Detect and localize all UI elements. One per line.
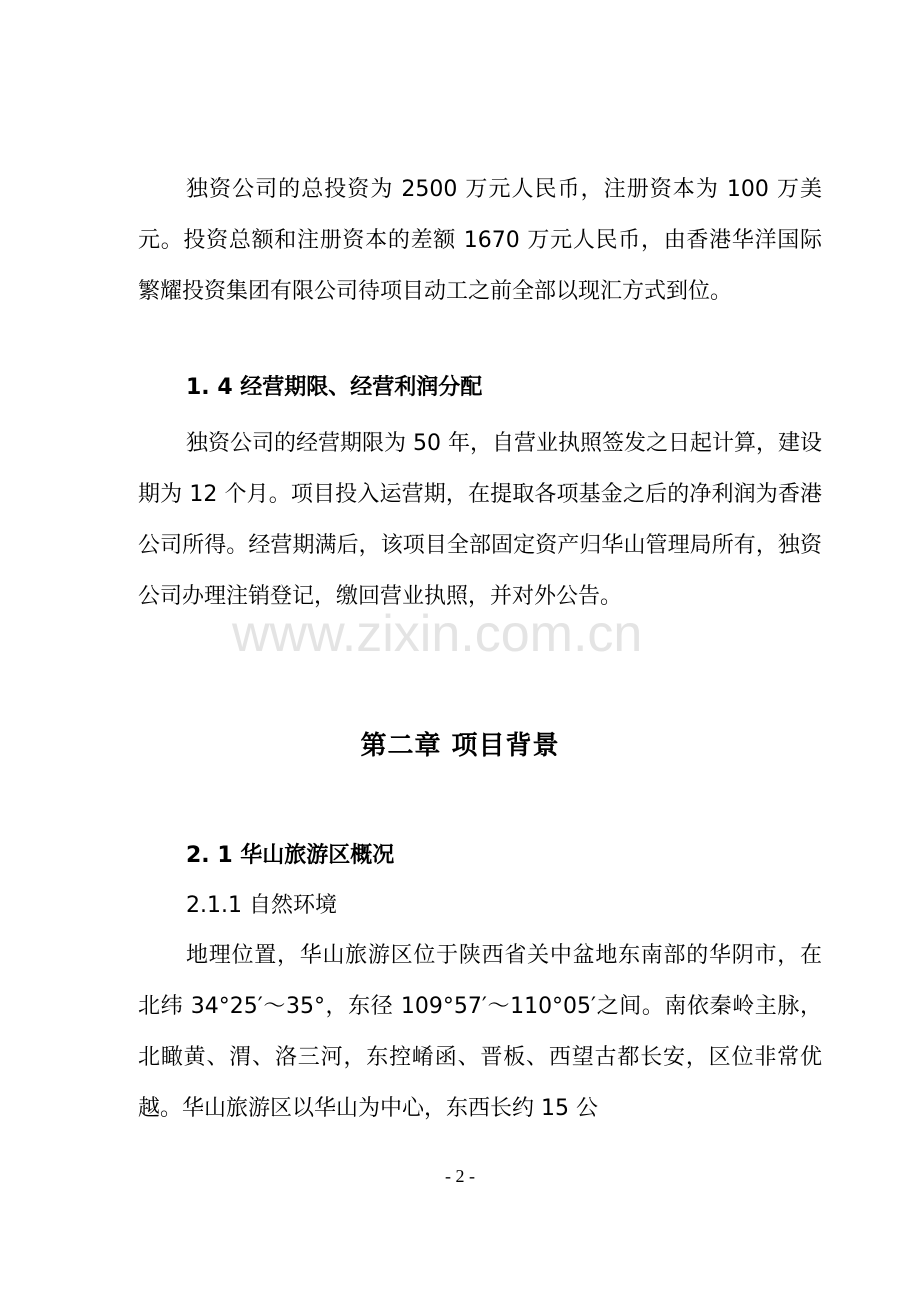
paragraph-operating-period: 独资公司的经营期限为 50 年，自营业执照签发之日起计算，建设期为 12 个月。项目投入运营期，在提取各项基金之后的净利润为香港公司所得。经营期满后，该项目全部固定资产归华山管理局所有，独资公司办理注销登记，缴回营业执照，并对外公告。 [138, 431, 822, 609]
paragraph-geographic-location: 地理位置，华山旅游区位于陕西省关中盆地东南部的华阴市，在北纬 34°25′～35°，东径 109°57′～110°05′之间。南依秦岭主脉，北瞰黄、渭、洛三河，东控崤函、晋板、西望古都长安，区位非常优越。华山旅游区以华山为中心，东西长约 15 公 [138, 943, 822, 1121]
subsection-heading-2-1-1: 2.1.1 自然环境 [186, 893, 337, 918]
section-heading-1-4: 1. 4 经营期限、经营利润分配 [186, 375, 483, 400]
chapter-title: 第二章 项目背景 [360, 731, 560, 761]
watermark: www.zixin.com.cn [232, 605, 643, 663]
paragraph-total-investment: 独资公司的总投资为 2500 万元人民币，注册资本为 100 万美元。投资总额和注册资本的差额 1670 万元人民币，由香港华洋国际繁耀投资集团有限公司待项目动工之前全部以现汇方式到位。 [138, 177, 822, 304]
page-number: - 2 - [445, 1166, 475, 1186]
section-heading-2-1: 2. 1 华山旅游区概况 [186, 843, 395, 868]
